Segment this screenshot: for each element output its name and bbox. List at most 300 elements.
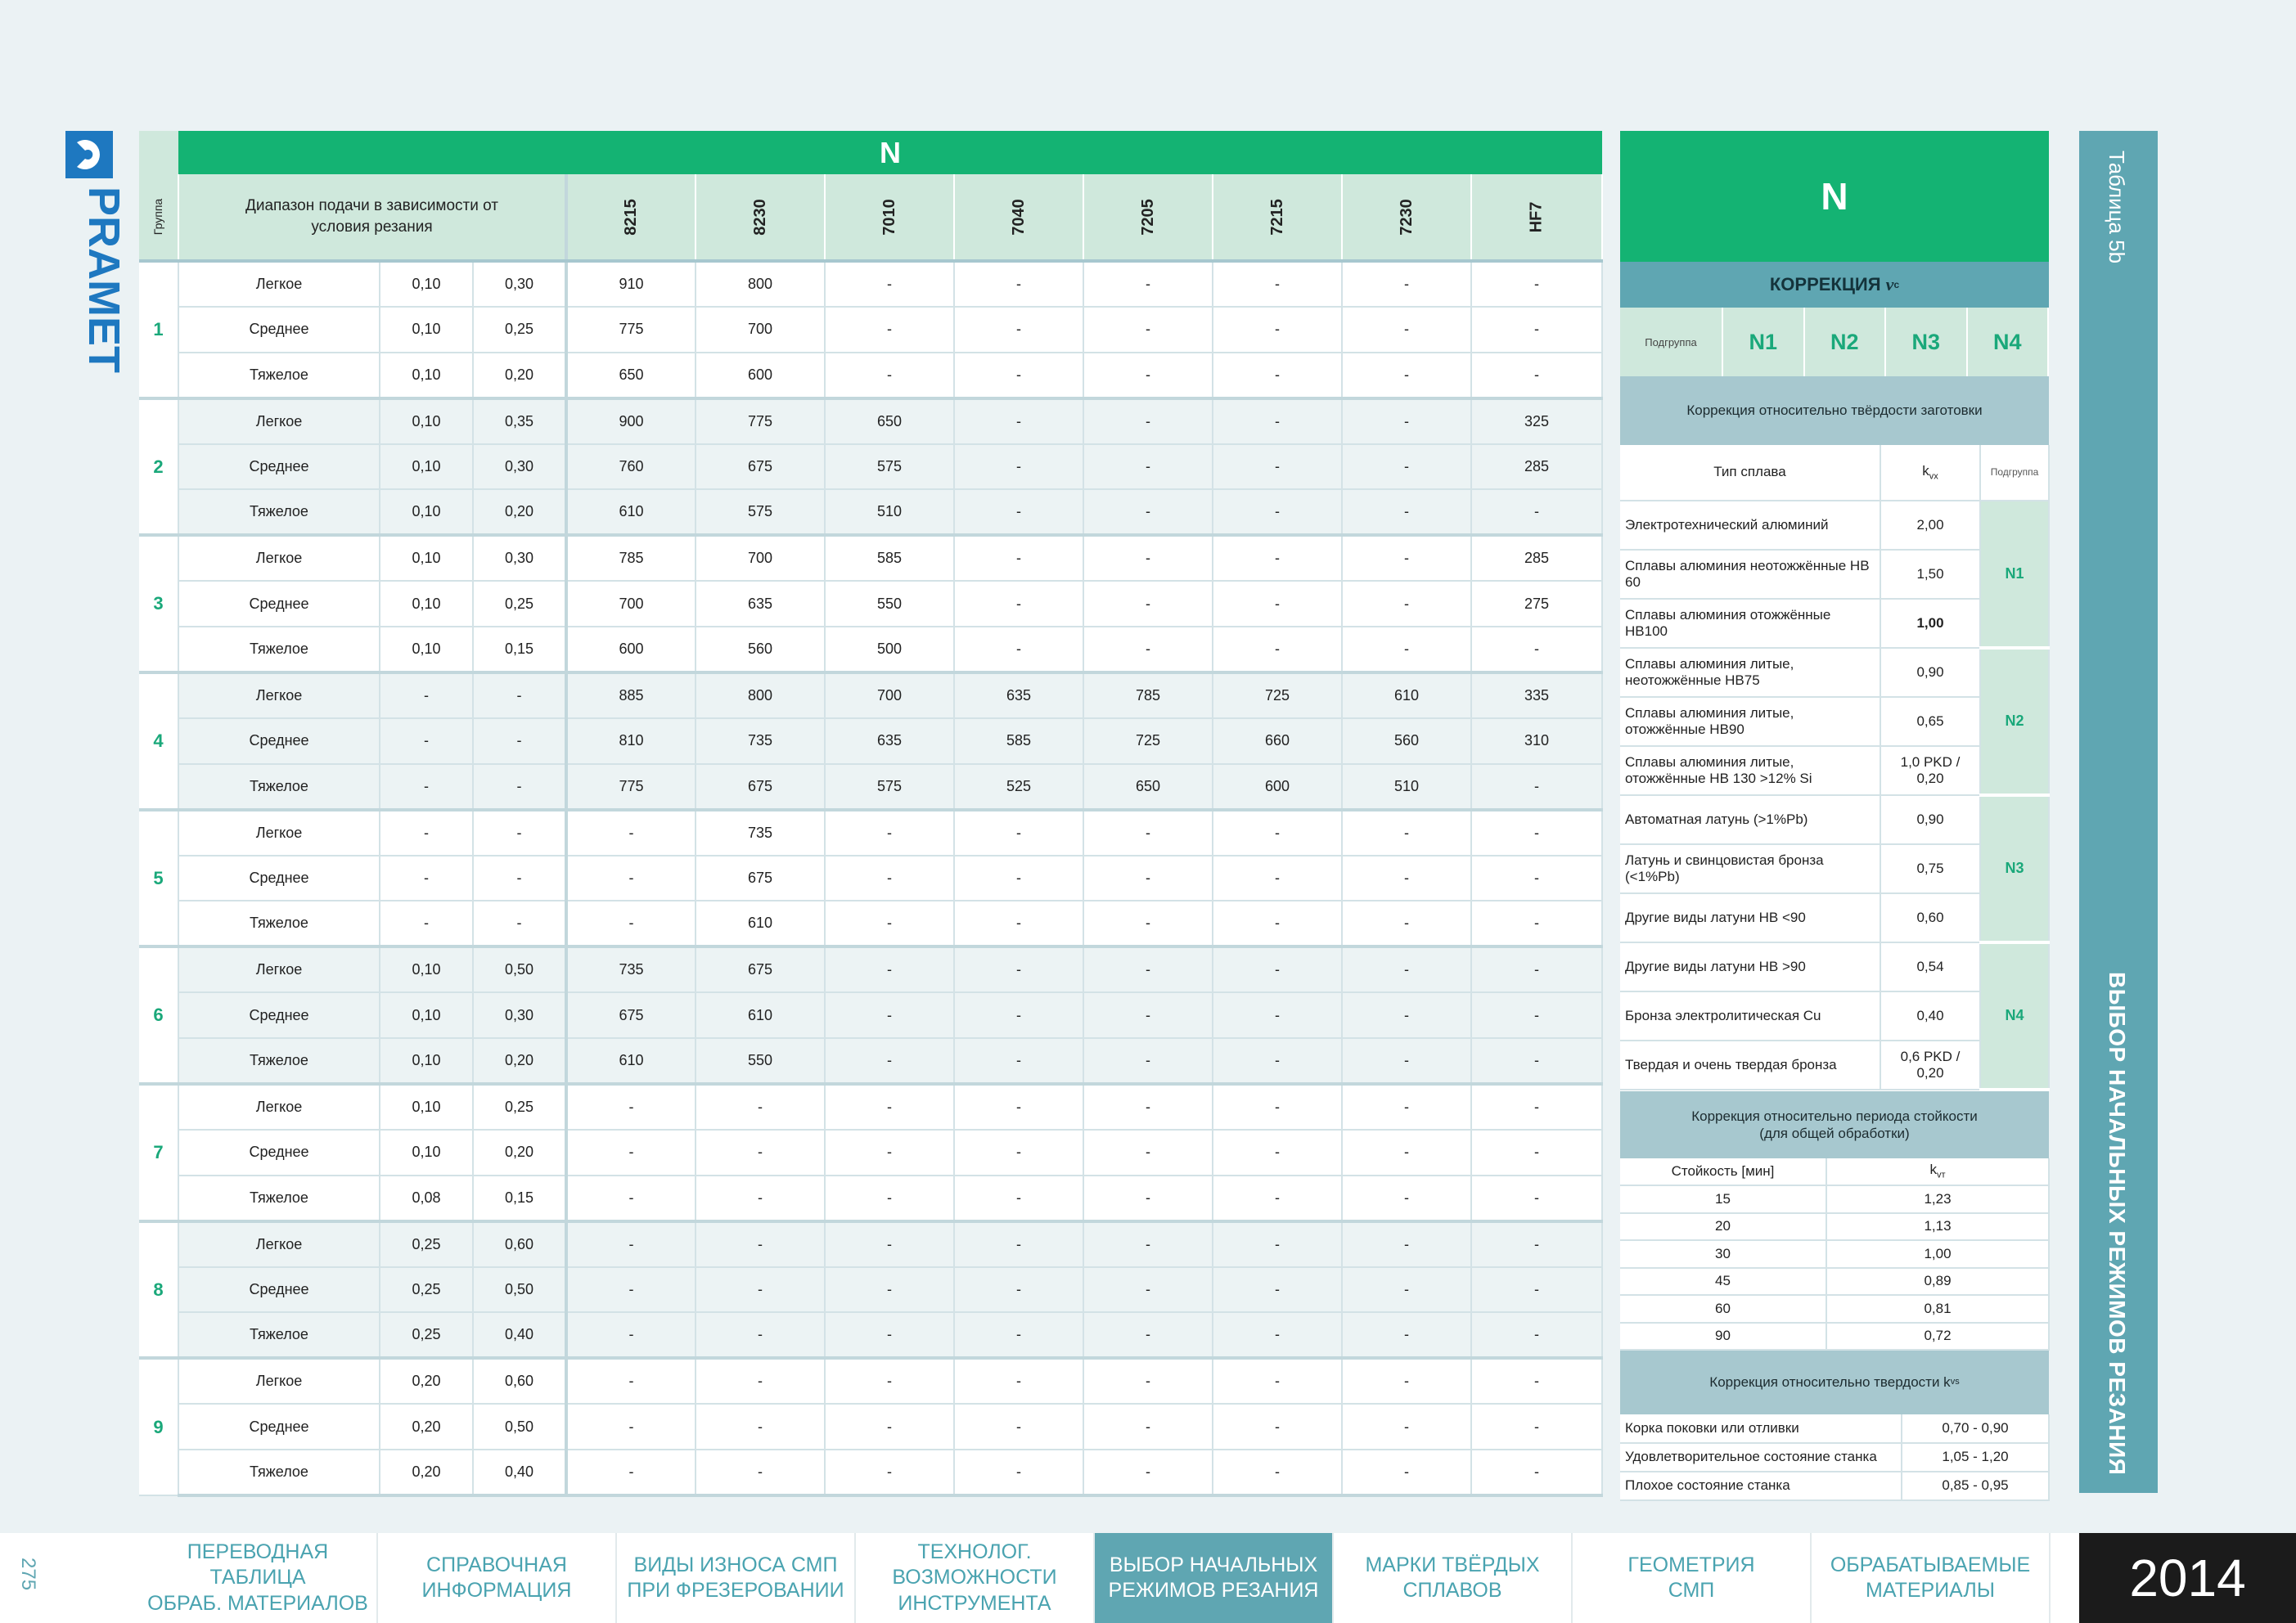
speed-cell: -: [1342, 398, 1471, 444]
speed-cell: -: [825, 810, 954, 856]
feed-max-cell: 0,30: [473, 535, 566, 581]
feed-min-cell: 0,10: [380, 627, 473, 672]
tool-life-row: [1620, 1240, 2049, 1268]
speed-cell: 550: [696, 1038, 825, 1084]
speed-cell: 675: [696, 444, 825, 490]
speed-cell: -: [1342, 489, 1471, 535]
feed-max-cell: -: [473, 856, 566, 901]
speed-cell: -: [566, 1176, 696, 1221]
speed-cell: -: [1213, 901, 1342, 946]
condition-cell: Среднее: [178, 581, 380, 627]
speed-cell: -: [1213, 1130, 1342, 1176]
speed-cell: -: [1083, 1038, 1213, 1084]
k-value: 0,90: [1880, 795, 1980, 844]
group-number: 4: [139, 672, 178, 810]
condition-cell: Легкое: [178, 946, 380, 992]
speed-cell: 600: [566, 627, 696, 672]
speed-cell: -: [1213, 1176, 1342, 1221]
group-number: 7: [139, 1084, 178, 1221]
rigidity-section-title: Коррекция относительно твердости k vs: [1620, 1351, 2049, 1414]
table-row: [139, 353, 1602, 398]
speed-cell: -: [1083, 1312, 1213, 1358]
speed-cell: -: [1083, 1130, 1213, 1176]
speed-cell: -: [1342, 1221, 1471, 1267]
material-band-n: N: [178, 131, 1602, 174]
speed-cell: -: [1083, 307, 1213, 353]
table-row: [139, 627, 1602, 672]
feed-max-cell: 0,25: [473, 307, 566, 353]
nav-tab-4[interactable]: ТЕХНОЛОГ. ВОЗМОЖНОСТИ ИНСТРУМЕНТА: [856, 1533, 1095, 1623]
subgroup-n1: N1: [1723, 308, 1805, 376]
speed-cell: 735: [696, 810, 825, 856]
feed-max-cell: 0,20: [473, 1038, 566, 1084]
k-value: 0,6 PKD / 0,20: [1880, 1041, 1980, 1090]
speed-cell: -: [696, 1130, 825, 1176]
speed-cell: 610: [696, 901, 825, 946]
speed-cell: -: [825, 1038, 954, 1084]
life-minutes: 15: [1620, 1185, 1826, 1213]
speed-cell: -: [1471, 764, 1602, 810]
condition-name: Корка поковки или отливки: [1620, 1414, 1902, 1443]
speed-cell: -: [825, 1130, 954, 1176]
table-row: [139, 398, 1602, 444]
speed-cell: -: [1471, 1312, 1602, 1358]
speed-cell: 735: [566, 946, 696, 992]
condition-cell: Легкое: [178, 672, 380, 718]
speed-cell: 275: [1471, 581, 1602, 627]
speed-cell: -: [954, 1312, 1083, 1358]
speed-cell: 700: [696, 535, 825, 581]
speed-cell: -: [1471, 1404, 1602, 1450]
alloy-name: Электротехнический алюминий: [1620, 501, 1880, 550]
feed-max-cell: -: [473, 901, 566, 946]
feed-min-cell: 0,10: [380, 398, 473, 444]
speed-cell: -: [954, 1404, 1083, 1450]
hardness-row: [1620, 795, 2049, 844]
speed-cell: -: [954, 1130, 1083, 1176]
grade-header-7010: 7010: [825, 174, 954, 261]
feed-max-cell: 0,50: [473, 946, 566, 992]
life-minutes: 45: [1620, 1268, 1826, 1296]
table-row: [139, 444, 1602, 490]
condition-cell: Легкое: [178, 535, 380, 581]
nav-tab-6[interactable]: МАРКИ ТВЁРДЫХ СПЛАВОВ: [1334, 1533, 1573, 1623]
condition-cell: Среднее: [178, 1267, 380, 1313]
grade-header-7215: 7215: [1213, 174, 1342, 261]
speed-cell: -: [1342, 901, 1471, 946]
table-number-label: Таблица 5b: [2105, 151, 2129, 264]
speed-cell: -: [825, 1404, 954, 1450]
speed-cell: -: [1213, 1358, 1342, 1404]
table-row: [139, 535, 1602, 581]
col-k-life: $k_{vт}$: [1826, 1158, 2049, 1185]
subgroup-n4: N4: [1968, 308, 2050, 376]
speed-cell: -: [1213, 581, 1342, 627]
speed-cell: 575: [696, 489, 825, 535]
k-value: 1,0 PKD / 0,20: [1880, 746, 1980, 795]
feed-max-cell: 0,35: [473, 398, 566, 444]
speed-cell: -: [696, 1267, 825, 1313]
speed-cell: -: [954, 398, 1083, 444]
feed-min-cell: 0,25: [380, 1267, 473, 1313]
grade-header-7205: 7205: [1083, 174, 1213, 261]
speed-cell: -: [1471, 1176, 1602, 1221]
speed-cell: -: [1083, 946, 1213, 992]
speed-cell: -: [1471, 1221, 1602, 1267]
speed-cell: -: [1213, 992, 1342, 1038]
condition-cell: Среднее: [178, 856, 380, 901]
speed-cell: -: [1471, 1267, 1602, 1313]
k-value: 1,50: [1880, 550, 1980, 599]
feed-max-cell: -: [473, 718, 566, 764]
speed-cell: -: [1083, 856, 1213, 901]
speed-cell: 650: [566, 353, 696, 398]
nav-tab-8[interactable]: ОБРАБАТЫВАЕМЫЕ МАТЕРИАЛЫ: [1812, 1533, 2051, 1623]
correction-panel: [1620, 131, 2049, 1501]
speed-cell: -: [1342, 444, 1471, 490]
catalog-year: 2014: [2079, 1533, 2296, 1623]
feed-min-cell: -: [380, 764, 473, 810]
speed-cell: 585: [825, 535, 954, 581]
table-row: [139, 764, 1602, 810]
speed-cell: -: [1083, 489, 1213, 535]
feed-min-cell: 0,10: [380, 489, 473, 535]
svg-text:PRAMET: PRAMET: [79, 187, 128, 373]
feed-min-cell: 0,10: [380, 581, 473, 627]
tool-life-row: [1620, 1295, 2049, 1323]
speed-cell: -: [1213, 444, 1342, 490]
speed-cell: -: [1213, 856, 1342, 901]
speed-cell: -: [1342, 1267, 1471, 1313]
speed-cell: -: [1342, 353, 1471, 398]
speed-cell: -: [1342, 535, 1471, 581]
section-tabs: [139, 1533, 2051, 1623]
speed-cell: 900: [566, 398, 696, 444]
footer-nav-bar: [0, 1533, 2296, 1623]
group-number: 6: [139, 946, 178, 1084]
speed-cell: -: [1342, 307, 1471, 353]
speed-cell: 675: [566, 992, 696, 1038]
speed-cell: -: [954, 489, 1083, 535]
speed-cell: -: [954, 856, 1083, 901]
condition-cell: Среднее: [178, 992, 380, 1038]
speed-cell: -: [1083, 535, 1213, 581]
speed-cell: -: [1471, 307, 1602, 353]
speed-cell: -: [1083, 1267, 1213, 1313]
speed-cell: -: [566, 1404, 696, 1450]
speed-cell: -: [566, 1267, 696, 1313]
condition-cell: Среднее: [178, 1404, 380, 1450]
k-value: 0,75: [1880, 844, 1980, 893]
group-number: 2: [139, 398, 178, 536]
table-row: [139, 1221, 1602, 1267]
speed-cell: -: [954, 1221, 1083, 1267]
speed-cell: -: [1083, 992, 1213, 1038]
condition-cell: Тяжелое: [178, 627, 380, 672]
speed-cell: -: [1342, 1358, 1471, 1404]
table-row: [139, 810, 1602, 856]
life-k-value: 1,23: [1826, 1185, 2049, 1213]
nav-tab-3[interactable]: ВИДЫ ИЗНОСА СМП ПРИ ФРЕЗЕРОВАНИИ: [617, 1533, 856, 1623]
tool-life-row: [1620, 1213, 2049, 1241]
feed-max-cell: 0,50: [473, 1404, 566, 1450]
feed-min-cell: 0,10: [380, 307, 473, 353]
speed-cell: -: [954, 444, 1083, 490]
alloy-name: Бронза электролитическая Cu: [1620, 991, 1880, 1041]
speed-cell: -: [954, 1358, 1083, 1404]
condition-cell: Тяжелое: [178, 1312, 380, 1358]
k-value: 0,65: [1880, 697, 1980, 746]
rigidity-k-value: 1,05 - 1,20: [1902, 1443, 2049, 1472]
k-value: 0,54: [1880, 942, 1980, 991]
alloy-name: Латунь и свинцовистая бронза (<1%Pb): [1620, 844, 1880, 893]
speed-cell: -: [954, 1267, 1083, 1313]
life-k-value: 1,00: [1826, 1240, 2049, 1268]
speed-cell: -: [566, 1084, 696, 1130]
speed-cell: 310: [1471, 718, 1602, 764]
k-value: 1,00: [1880, 599, 1980, 648]
group-number: 3: [139, 535, 178, 672]
table-row: [139, 946, 1602, 992]
table-row: [139, 1358, 1602, 1404]
feed-max-cell: 0,30: [473, 261, 566, 307]
speed-cell: -: [1342, 1450, 1471, 1495]
grade-header-8215: 8215: [566, 174, 696, 261]
table-row: [139, 992, 1602, 1038]
rigidity-row: [1620, 1443, 2049, 1472]
subgroup-tag: N3: [1980, 795, 2049, 942]
speed-cell: 575: [825, 764, 954, 810]
condition-cell: Легкое: [178, 398, 380, 444]
feed-min-cell: 0,10: [380, 535, 473, 581]
speed-cell: -: [1471, 1358, 1602, 1404]
speed-cell: -: [566, 856, 696, 901]
rigidity-k-value: 0,70 - 0,90: [1902, 1414, 2049, 1443]
speed-cell: -: [1471, 810, 1602, 856]
feed-max-cell: -: [473, 672, 566, 718]
speed-cell: -: [954, 1176, 1083, 1221]
nav-tab-5[interactable]: ВЫБОР НАЧАЛЬНЫХ РЕЖИМОВ РЕЗАНИЯ: [1095, 1533, 1334, 1623]
speed-cell: -: [825, 901, 954, 946]
speed-cell: -: [825, 1267, 954, 1313]
speed-cell: -: [1083, 627, 1213, 672]
feed-min-cell: -: [380, 856, 473, 901]
speed-cell: -: [1083, 353, 1213, 398]
alloy-name: Твердая и очень твердая бронза: [1620, 1041, 1880, 1090]
speed-cell: 800: [696, 261, 825, 307]
feed-range-header: Диапазон подачи в зависимости от условия резания: [178, 174, 566, 261]
speed-cell: -: [825, 1176, 954, 1221]
speed-cell: 885: [566, 672, 696, 718]
table-row: [139, 307, 1602, 353]
tool-life-row: [1620, 1323, 2049, 1351]
speed-cell: -: [954, 901, 1083, 946]
hardness-row: [1620, 648, 2049, 697]
condition-name: Удовлетворительное состояние станка: [1620, 1443, 1902, 1472]
speed-cell: 775: [696, 398, 825, 444]
speed-cell: -: [825, 1450, 954, 1495]
rigidity-k-value: 0,85 - 0,95: [1902, 1472, 2049, 1500]
subgroup-label: Подгруппа: [1620, 308, 1723, 376]
speed-cell: -: [825, 992, 954, 1038]
speed-cell: -: [1083, 1176, 1213, 1221]
feed-min-cell: 0,10: [380, 1084, 473, 1130]
speed-cell: 285: [1471, 444, 1602, 490]
feed-min-cell: 0,25: [380, 1312, 473, 1358]
life-minutes: 60: [1620, 1295, 1826, 1323]
grade-header-8230: 8230: [696, 174, 825, 261]
speed-cell: 600: [1213, 764, 1342, 810]
speed-cell: -: [954, 261, 1083, 307]
feed-max-cell: -: [473, 764, 566, 810]
speed-cell: 560: [1342, 718, 1471, 764]
speed-cell: 510: [1342, 764, 1471, 810]
speed-cell: 650: [825, 398, 954, 444]
table-row: [139, 581, 1602, 627]
speed-cell: -: [1342, 1312, 1471, 1358]
feed-min-cell: 0,20: [380, 1450, 473, 1495]
feed-min-cell: 0,20: [380, 1404, 473, 1450]
table-row: [139, 1267, 1602, 1313]
hardness-table: [1620, 445, 2050, 1091]
feed-max-cell: 0,25: [473, 581, 566, 627]
table-row: [139, 1450, 1602, 1495]
life-k-value: 0,89: [1826, 1268, 2049, 1296]
feed-min-cell: 0,10: [380, 1130, 473, 1176]
speed-cell: 675: [696, 764, 825, 810]
condition-cell: Легкое: [178, 1221, 380, 1267]
speed-cell: -: [1342, 627, 1471, 672]
speed-cell: -: [1471, 1130, 1602, 1176]
condition-cell: Легкое: [178, 261, 380, 307]
k-value: 0,60: [1880, 893, 1980, 942]
grade-header-7040: 7040: [954, 174, 1083, 261]
speed-cell: -: [1471, 489, 1602, 535]
speed-cell: -: [696, 1358, 825, 1404]
speed-cell: 600: [696, 353, 825, 398]
subgroup-tag: N4: [1980, 942, 2049, 1090]
feed-max-cell: 0,60: [473, 1358, 566, 1404]
k-value: 0,90: [1880, 648, 1980, 697]
speed-cell: -: [954, 1038, 1083, 1084]
speed-cell: -: [1213, 535, 1342, 581]
speed-cell: 725: [1213, 672, 1342, 718]
speed-cell: -: [1342, 1038, 1471, 1084]
speed-cell: -: [825, 856, 954, 901]
table-row: [139, 1130, 1602, 1176]
table-row: [139, 1312, 1602, 1358]
speed-cell: -: [696, 1312, 825, 1358]
subgroup-n3: N3: [1886, 308, 1968, 376]
feed-max-cell: 0,30: [473, 992, 566, 1038]
nav-tab-2[interactable]: СПРАВОЧНАЯ ИНФОРМАЦИЯ: [378, 1533, 617, 1623]
group-number: 8: [139, 1221, 178, 1359]
table-row: [139, 489, 1602, 535]
speed-cell: 700: [825, 672, 954, 718]
condition-cell: Тяжелое: [178, 1176, 380, 1221]
speed-cell: -: [1213, 353, 1342, 398]
speed-cell: 700: [566, 581, 696, 627]
speed-cell: 650: [1083, 764, 1213, 810]
speed-cell: -: [696, 1404, 825, 1450]
speed-cell: 910: [566, 261, 696, 307]
speed-cell: -: [954, 353, 1083, 398]
speed-cell: -: [954, 992, 1083, 1038]
table-row: [139, 672, 1602, 718]
rigidity-table: [1620, 1414, 2050, 1501]
table-row: [139, 1404, 1602, 1450]
tool-life-row: [1620, 1185, 2049, 1213]
speed-cell: -: [696, 1450, 825, 1495]
speed-cell: -: [1213, 489, 1342, 535]
speed-cell: -: [1083, 581, 1213, 627]
alloy-name: Автоматная латунь (>1%Pb): [1620, 795, 1880, 844]
speed-cell: -: [1213, 1267, 1342, 1313]
speed-cell: -: [1213, 810, 1342, 856]
feed-max-cell: 0,40: [473, 1312, 566, 1358]
table-row: [139, 1084, 1602, 1130]
speed-cell: 675: [696, 946, 825, 992]
table-row: [139, 856, 1602, 901]
speed-cell: -: [566, 1130, 696, 1176]
feed-min-cell: 0,10: [380, 992, 473, 1038]
feed-min-cell: 0,10: [380, 1038, 473, 1084]
nav-tab-1[interactable]: ПЕРЕВОДНАЯ ТАБЛИЦА ОБРАБ. МАТЕРИАЛОВ: [139, 1533, 378, 1623]
speed-cell: -: [566, 1312, 696, 1358]
speed-cell: -: [1083, 1450, 1213, 1495]
speed-cell: 510: [825, 489, 954, 535]
speed-cell: -: [954, 535, 1083, 581]
subgroup-n2: N2: [1805, 308, 1887, 376]
speed-cell: -: [1471, 1084, 1602, 1130]
feed-max-cell: 0,40: [473, 1450, 566, 1495]
speed-cell: 785: [566, 535, 696, 581]
speed-cell: -: [1471, 1450, 1602, 1495]
alloy-name: Сплавы алюминия литые, отожжённые HB 130 >12% Si: [1620, 746, 1880, 795]
speed-cell: -: [1342, 856, 1471, 901]
speed-cell: 735: [696, 718, 825, 764]
speed-cell: -: [954, 1084, 1083, 1130]
feed-min-cell: 0,10: [380, 261, 473, 307]
rigidity-row: [1620, 1414, 2049, 1443]
table-row: [139, 261, 1602, 307]
speed-cell: 660: [1213, 718, 1342, 764]
condition-cell: Тяжелое: [178, 901, 380, 946]
speed-cell: -: [1213, 1450, 1342, 1495]
hardness-row: [1620, 942, 2049, 991]
speed-cell: 525: [954, 764, 1083, 810]
speed-cell: -: [1213, 307, 1342, 353]
speed-cell: 285: [1471, 535, 1602, 581]
feed-min-cell: 0,08: [380, 1176, 473, 1221]
speed-cell: -: [1213, 627, 1342, 672]
speed-cell: -: [566, 1221, 696, 1267]
speed-cell: -: [1213, 261, 1342, 307]
speed-cell: -: [954, 581, 1083, 627]
speed-cell: -: [1083, 1358, 1213, 1404]
speed-cell: -: [1342, 946, 1471, 992]
speed-cell: -: [825, 1358, 954, 1404]
subgroup-row: [1620, 308, 2049, 376]
speed-cell: 760: [566, 444, 696, 490]
cutting-speed-table: [139, 131, 1602, 1497]
speed-cell: -: [1471, 992, 1602, 1038]
condition-cell: Среднее: [178, 1130, 380, 1176]
speed-cell: 560: [696, 627, 825, 672]
feed-min-cell: -: [380, 718, 473, 764]
subgroup-tag: N2: [1980, 648, 2049, 795]
nav-tab-7[interactable]: ГЕОМЕТРИЯ СМП: [1573, 1533, 1812, 1623]
